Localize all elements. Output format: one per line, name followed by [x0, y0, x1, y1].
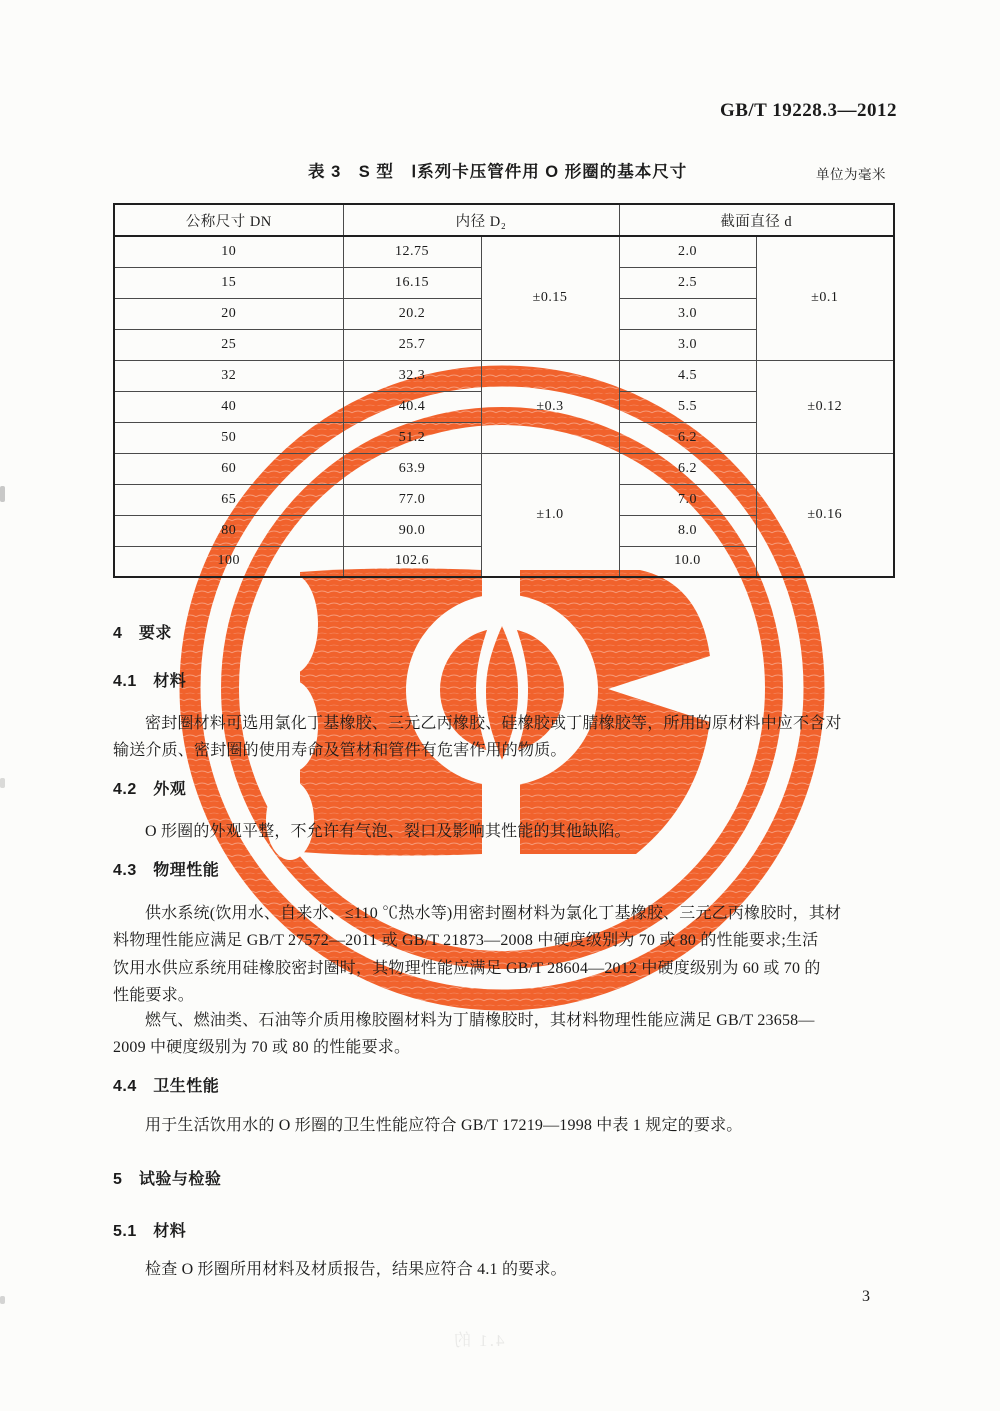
cell-dn: 60 [114, 453, 343, 484]
standard-code: GB/T 19228.3—2012 [719, 100, 897, 121]
cell-inner-diameter: 25.7 [343, 329, 481, 360]
cell-dn: 65 [114, 484, 343, 515]
cell-inner-diameter: 102.6 [343, 546, 481, 577]
col-header-inner-diameter: 内径 D₂ [343, 204, 619, 236]
cell-cross-section-tolerance: ±0.1 [756, 236, 894, 360]
cell-inner-diameter-tolerance: ±0.15 [481, 236, 619, 360]
paragraph [113, 1007, 815, 1062]
cell-dn: 40 [114, 391, 343, 422]
text-line: 检查 O 形圈所用材料及材质报告，结果应符合 4.1 的要求。 [145, 1261, 567, 1278]
cell-dn: 50 [114, 422, 343, 453]
cell-inner-diameter: 20.2 [343, 298, 481, 329]
paragraph [113, 900, 841, 1010]
cell-inner-diameter: 12.75 [343, 236, 481, 267]
scan-edge-artifact [0, 486, 5, 502]
table-header-row [114, 204, 894, 236]
scan-edge-artifact [0, 1296, 5, 1304]
cell-cross-section-diameter: 8.0 [619, 515, 756, 546]
page-number: 3 [862, 1288, 870, 1305]
cell-inner-diameter: 16.15 [343, 267, 481, 298]
cell-inner-diameter: 63.9 [343, 453, 481, 484]
cell-dn: 20 [114, 298, 343, 329]
cell-dn: 100 [114, 546, 343, 577]
cell-inner-diameter: 51.2 [343, 422, 481, 453]
cell-inner-diameter: 40.4 [343, 391, 481, 422]
text-line: 燃气、燃油类、石油等介质用橡胶圈材料为丁腈橡胶时，其材料物理性能应满足 GB/T 23658— [145, 1012, 815, 1029]
text-line: 输送介质、密封圈的使用寿命及管材和管件有危害作用的物质。 [113, 742, 567, 760]
section-heading: 4 要求 [113, 625, 172, 642]
section-heading: 4.1 材料 [113, 673, 187, 690]
cell-cross-section-diameter: 3.0 [619, 298, 756, 329]
ink-showthrough-artifact: 4.1 的 [452, 1331, 505, 1350]
cell-dn: 32 [114, 360, 343, 391]
o-ring-dimensions-table [113, 203, 895, 578]
table-row [114, 453, 894, 484]
table-unit-note: 单位为毫米 [816, 167, 886, 182]
cell-dn: 15 [114, 267, 343, 298]
cell-inner-diameter: 32.3 [343, 360, 481, 391]
text-line: 供水系统(饮用水、自来水、≤110 ℃热水等)用密封圈材料为氯化丁基橡胶、三元乙丙橡胶时，其材 [145, 905, 842, 922]
col-header-dn: 公称尺寸 DN [114, 204, 343, 236]
cell-cross-section-diameter: 2.5 [619, 267, 756, 298]
cell-inner-diameter-tolerance: ±1.0 [481, 453, 619, 577]
section-heading: 4.2 外观 [113, 781, 187, 798]
table-title: 表 3 S 型 Ⅰ系列卡压管件用 O 形圈的基本尺寸 [308, 163, 688, 181]
table-row [114, 236, 894, 267]
cell-cross-section-diameter: 7.0 [619, 484, 756, 515]
col-header-cross-section-diameter: 截面直径 d [619, 204, 894, 236]
cell-cross-section-tolerance: ±0.12 [756, 360, 894, 453]
cell-cross-section-diameter: 6.2 [619, 422, 756, 453]
text-line: 密封圈材料可选用氯化丁基橡胶、三元乙丙橡胶、硅橡胶或丁腈橡胶等，所用的原材料中应不含对 [145, 715, 842, 732]
cell-inner-diameter: 90.0 [343, 515, 481, 546]
cell-inner-diameter-tolerance: ±0.3 [481, 360, 619, 453]
paragraph [113, 818, 631, 845]
table-row [114, 360, 894, 391]
cell-cross-section-diameter: 10.0 [619, 546, 756, 577]
text-line: 性能要求。 [113, 987, 195, 1005]
cell-dn: 25 [114, 329, 343, 360]
cell-cross-section-diameter: 5.5 [619, 391, 756, 422]
cell-cross-section-tolerance: ±0.16 [756, 453, 894, 577]
paragraph [113, 710, 842, 765]
text-line: O 形圈的外观平整，不允许有气泡、裂口及影响其性能的其他缺陷。 [145, 823, 631, 840]
cell-cross-section-diameter: 3.0 [619, 329, 756, 360]
text-line: 2009 中硬度级别为 70 或 80 的性能要求。 [113, 1039, 411, 1057]
cell-dn: 10 [114, 236, 343, 267]
section-heading: 5 试验与检验 [113, 1171, 222, 1188]
section-heading: 4.3 物理性能 [113, 862, 220, 879]
cell-cross-section-diameter: 2.0 [619, 236, 756, 267]
cell-cross-section-diameter: 4.5 [619, 360, 756, 391]
cell-dn: 80 [114, 515, 343, 546]
scan-edge-artifact [0, 778, 5, 788]
section-heading: 4.4 卫生性能 [113, 1078, 220, 1095]
cell-inner-diameter: 77.0 [343, 484, 481, 515]
text-line: 饮用水供应系统用硅橡胶密封圈时，其物理性能应满足 GB/T 28604—2012 中硬度级别为 60 或 70 的 [113, 959, 821, 977]
paragraph [113, 1256, 567, 1283]
paragraph [113, 1112, 743, 1139]
text-line: 料物理性能应满足 GB/T 27572—2011 或 GB/T 21873—2008 中硬度级别为 70 或 80 的性能要求;生活 [113, 932, 819, 950]
cell-cross-section-diameter: 6.2 [619, 453, 756, 484]
section-heading: 5.1 材料 [113, 1223, 187, 1240]
text-line: 用于生活饮用水的 O 形圈的卫生性能应符合 GB/T 17219—1998 中表 1 规定的要求。 [145, 1117, 743, 1134]
